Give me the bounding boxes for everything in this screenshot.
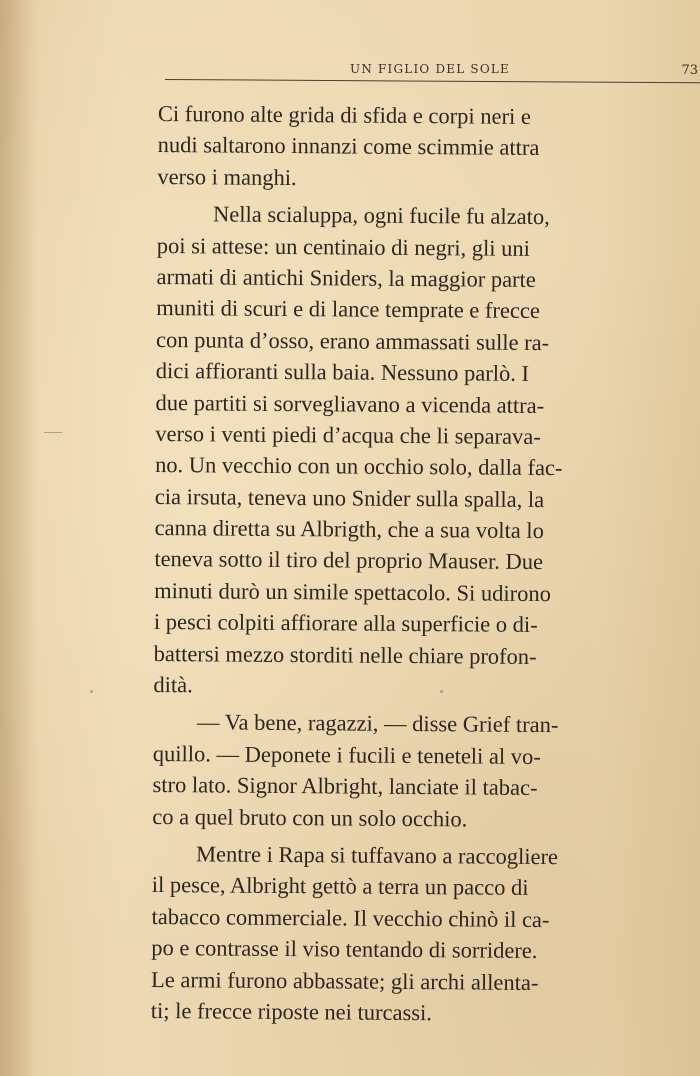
text-line: Le armi furono abbassate; gli archi allenta-: [150, 966, 539, 995]
text-line: muniti di scuri e di lance temprate e frecce: [156, 295, 541, 324]
text-line: Mentre i Rapa si tuffavano a raccogliere: [195, 841, 559, 870]
text-line: Nella scialuppa, ogni fucile fu alzato,: [212, 201, 550, 230]
text-line: ti; le frecce riposte nei turcassi.: [150, 997, 433, 1026]
text-line: tabacco commerciale. Il vecchio chinò il ca-: [151, 903, 550, 932]
text-line: verso i venti piedi d’acqua che li separava-: [155, 420, 541, 449]
running-title: UN FIGLIO DEL SOLE: [350, 62, 510, 76]
text-line: i pesci colpiti affiorare alla superficie o di-: [153, 609, 538, 638]
text-line: minuti durò un simile spettacolo. Si udirono: [154, 577, 552, 606]
text-line: canna diretta su Albrigth, che a sua volta lo: [154, 515, 544, 544]
page-number: 73: [681, 63, 698, 78]
text-line: cia irsuta, teneva uno Snider sulla spalla, la: [154, 483, 545, 512]
text-line: quillo. — Deponete i fucili e teneteli al vo-: [152, 740, 541, 769]
text-line: verso i manghi.: [157, 163, 297, 190]
text-line: il pesce, Albright gettò a terra un pacco di: [151, 872, 529, 901]
text-line: poi si attese: un centinaio di negri, gli uni: [156, 232, 530, 261]
margin-mark: [44, 432, 62, 433]
text-line: teneva sotto il tiro del proprio Mauser. Due: [154, 546, 544, 575]
text-line: po e contrasse il viso tentando di sorridere.: [151, 935, 538, 964]
text-line: due partiti si sorvegliavano a vicenda attra-: [155, 389, 545, 418]
text-line: battersi mezzo storditi nelle chiare profon-: [153, 640, 537, 669]
text-line: no. Un vecchio con un occhio solo, dalla fac-: [155, 452, 563, 481]
header-rule: [165, 79, 700, 83]
text-line: stro lato. Signor Albright, lanciate il tabac-: [152, 772, 538, 801]
gutter-shadow: [0, 0, 36, 1076]
body-text: [151, 98, 700, 1031]
text-line: Ci furono alte grida di sfida e corpi neri e: [157, 100, 531, 129]
running-header: [165, 58, 700, 88]
text-line: co a quel bruto con un solo occhio.: [152, 803, 468, 832]
text-line: dità.: [153, 672, 193, 698]
paper-speck: [90, 690, 93, 693]
text-line: — Va bene, ragazzi, — disse Grief tran-: [197, 709, 559, 738]
text-line: armati di antichi Sniders, la maggior parte: [156, 263, 536, 292]
text-line: nudi saltarono innanzi come scimmie attra: [157, 132, 540, 161]
text-line: dici affioranti sulla baia. Nessuno parlò. I: [155, 358, 530, 387]
text-line: con punta d’osso, erano ammassati sulle ra-: [156, 326, 550, 355]
